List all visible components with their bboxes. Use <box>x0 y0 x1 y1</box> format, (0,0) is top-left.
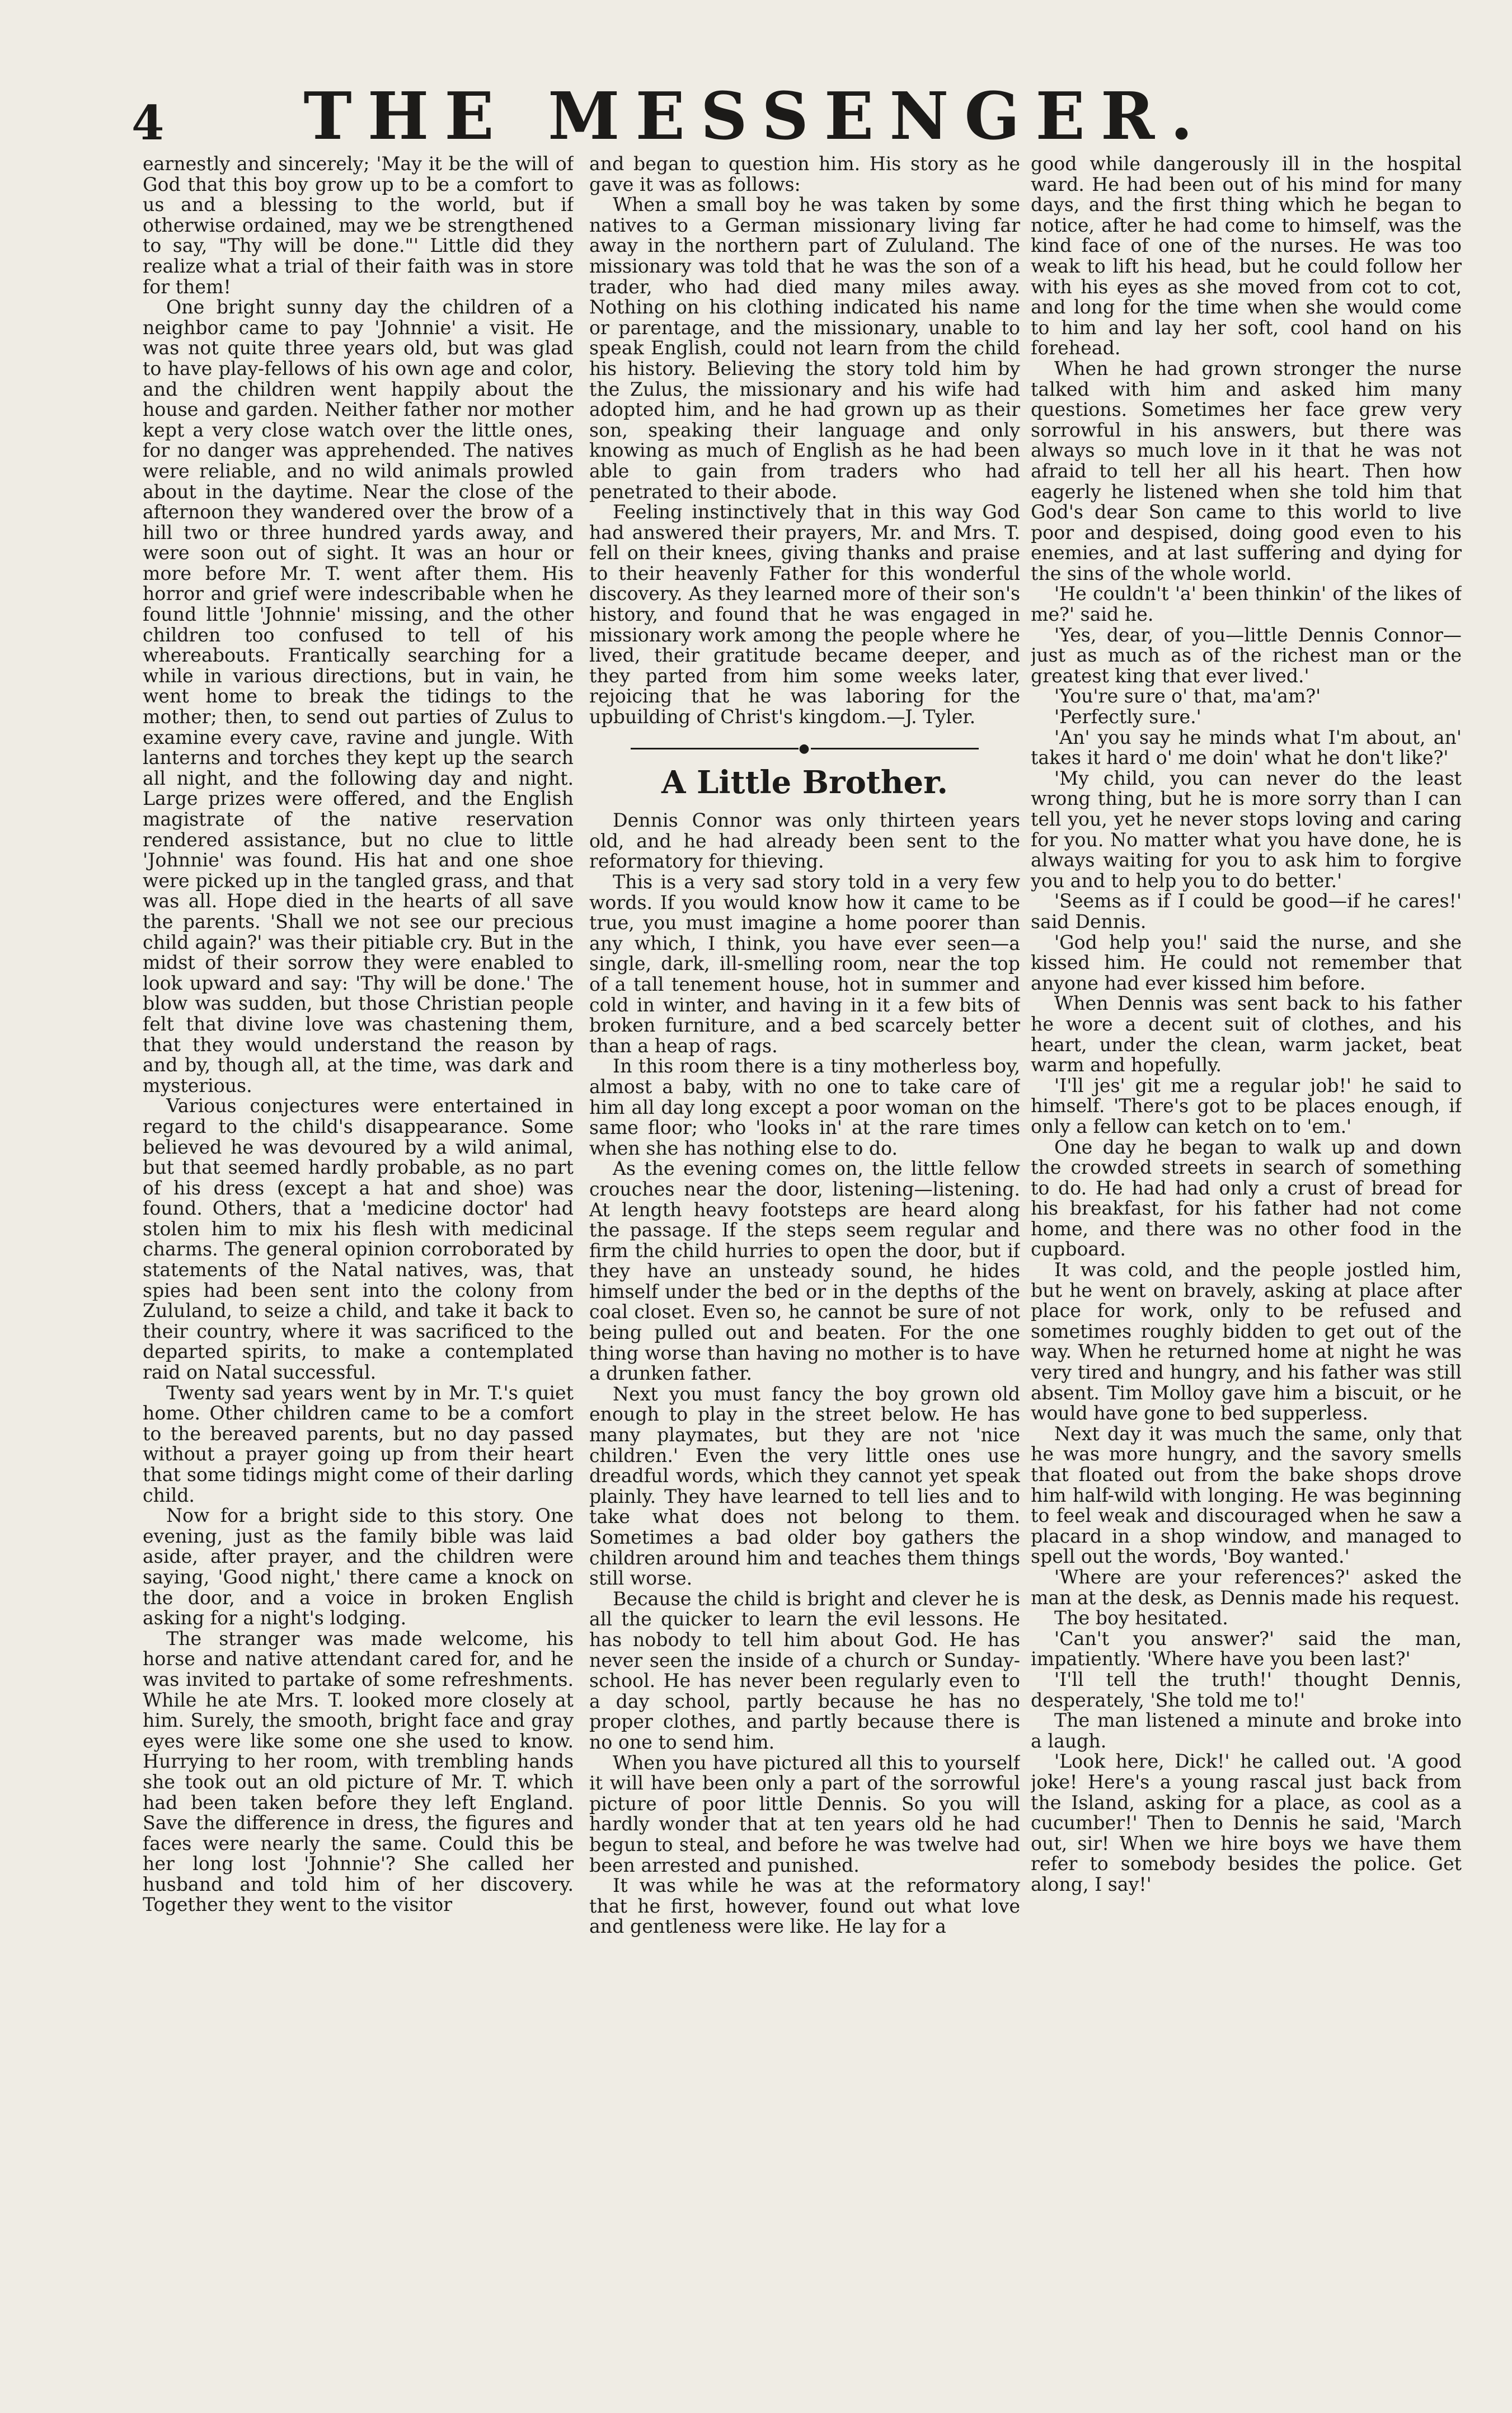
paragraph: 'My child, you can never do the least wrong thing, but he is more sorry than I can tell you, yet he never stops loving and caring for you. No matter what you have done, he is always waiting for you to ask him to forgive you and to help you to do better.' <box>1031 767 1462 892</box>
paragraph: 'Can't you answer?' said the man, impatiently. 'Where have you been last?' <box>1031 1627 1462 1670</box>
paragraph: Now for a bright side to this story. One evening, just as the family bible was laid aside, after prayer, and the children were saying, 'Good night,' there came a knock on the door, and a voice in broken English asking for a night's lodging. <box>143 1505 574 1629</box>
paragraph: It was cold, and the people jostled him, but he went on bravely, asking at place after place for work, only to be refused and sometimes roughly bidden to get out of the way. When he returned home at night he was very tired and hungry, and his father was still absent. Tim Molloy gave him a biscuit, or he would have gone to bed supperless. <box>1031 1259 1462 1425</box>
paragraph: 'He couldn't 'a' been thinkin' of the likes of me?' said he. <box>1031 583 1462 626</box>
paragraph: When you have pictured all this to yourself it will have been only a part of the sorrowful picture of poor little Dennis. So you will hardly wonder that at ten years old he had begun to steal, and before he was twelve had been arrested and punished. <box>589 1751 1020 1876</box>
paragraph: As the evening comes on, the little fellow crouches near the door, listening—listening. At length heavy footsteps are heard along the passage. If the steps seem regular and firm the child hurries to open the door, but if they have an unsteady sound, he hides himself under the bed or in the depths of the coal closet. Even so, he cannot be sure of not being pulled out and beaten. For the one thing worse than having no mother is to have a drunken father. <box>589 1158 1020 1385</box>
paragraph: The stranger was made welcome, his horse and native attendant cared for, and he was invited to partake of some refreshments. While he ate Mrs. T. looked more closely at him. Surely, the smooth, bright face and gray eyes were like some one she used to know. Hurrying to her room, with trembling hands she took out an old picture of Mr. T. which had been taken before they left England. Save the difference in dress, the figures and faces were nearly the same. Could this be her long lost 'Johnnie'? She called her husband and told him of her discovery. Together they went to the visitor <box>143 1627 574 1916</box>
column-1 <box>143 154 574 2387</box>
paragraph: Next you must fancy the boy grown old enough to play in the street below. He has many playmates, but they are not 'nice children.' Even the very little ones use dreadful words, which they cannot yet speak plainly. They have learned to tell lies and to take what does not belong to them. Sometimes a bad older boy gathers the children around him and teaches them things still worse. <box>589 1383 1020 1590</box>
publication-title: THE MESSENGER. <box>303 78 1209 154</box>
paragraph: 'Where are your references?' asked the man at the desk, as Dennis made his request. <box>1031 1566 1462 1609</box>
paragraph: 'God help you!' said the nurse, and she kissed him. He could not remember that anyone had ever kissed him before. <box>1031 931 1462 994</box>
paragraph: When he had grown stronger the nurse talked with him and asked him many questions. Sometimes her face grew very sorrowful in his answers, but there was always so much love in it that he was not afraid to tell her all his heart. Then how eagerly he listened when she told him that God's dear Son came to this world to live poor and despised, doing good even to his enemies, and at last suffering and dying for the sins of the whole world. <box>1031 357 1462 584</box>
paragraph: This is a very sad story told in a very few words. If you would know how it came to be true, you must imagine a home poorer than any which, I think, you have ever seen—a single, dark, ill-smelling room, near the top of a tall tenement house, hot in summer and cold in winter, and having in it a few bits of broken furniture, and a bed scarcely better than a heap of rags. <box>589 871 1020 1057</box>
paragraph: When a small boy he was taken by some natives to a German missionary living far away in the northern part of Zululand. The missionary was told that he was the son of a trader, who had died many miles away. Nothing on his clothing indicated his name or parentage, and the missionary, unable to speak English, could not learn from the child his history. Believing the story told him by the Zulus, the missionary and his wife had adopted him, and he had grown up as their son, speaking their language and only knowing as much of English as he had been able to gain from traders who had penetrated to their abode. <box>589 194 1020 503</box>
paragraph: The man listened a minute and broke into a laugh. <box>1031 1709 1462 1752</box>
paragraph: In this room there is a tiny motherless boy, almost a baby, with no one to take care of him all day long except a poor woman on the same floor; who 'looks in' at the rare times when she has nothing else to do. <box>589 1055 1020 1159</box>
paragraph: 'I'll tell the truth!' thought Dennis, desperately, 'She told me to!' <box>1031 1668 1462 1711</box>
paragraph: One bright sunny day the children of a neighbor came to pay 'Johnnie' a visit. He was not quite three years old, but was glad to have play-fellows of his own age and color, and the children went happily about the house and garden. Neither father nor mother kept a very close watch over the little ones, for no danger was apprehended. The natives were reliable, and no wild animals prowled about in the daytime. Near the close of the afternoon they wandered over the brow of a hill two or three hundred yards away, and were soon out of sight. It was an hour or more before Mr. T. went after them. His horror and grief were indescribable when he found little 'Johnnie' missing, and the other children too confused to tell of his whereabouts. Frantically searching for a while in various directions, but in vain, he went home to break the tidings to the mother; then, to send out parties of Zulus to examine every cave, ravine and jungle. With lanterns and torches they kept up the search all night, and the following day and night. Large prizes were offered, and the English magistrate of the native reservation rendered assistance, but no clue to little 'Johnnie' was found. His hat and one shoe were picked up in the tangled grass, and that was all. Hope died in the hearts of all save the parents. 'Shall we not see our precious child again?' was their pitiable cry. But in the midst of their sorrow they were enabled to look upward and say: 'Thy will be done.' The blow was sudden, but those Christian people felt that divine love was chastening them, that they would understand the reason by and by, though all, at the time, was dark and mysterious. <box>143 296 574 1097</box>
paragraph: good while dangerously ill in the hospital ward. He had been out of his mind for many days, and the first thing which he began to notice, after he had come to himself, was the kind face of one of the nurses. He was too weak to lift his head, but he could follow her with his eyes as she moved from cot to cot, and long for the time when she would come to him and lay her soft, cool hand on his forehead. <box>1031 154 1462 359</box>
paragraph: Twenty sad years went by in Mr. T.'s quiet home. Other children came to be a comfort to the bereaved parents, but no day passed without a prayer going up from their heart that some tidings might come of their darling child. <box>143 1381 574 1506</box>
paragraph: and began to question him. His story as he gave it was as follows: <box>589 154 1020 195</box>
paragraph: Because the child is bright and clever he is all the quicker to learn the evil lessons. He has nobody to tell him about God. He has never seen the inside of a church or Sunday-school. He has never been regularly even to a day school, partly because he has no proper clothes, and partly because there is no one to send him. <box>589 1587 1020 1753</box>
paragraph: 'Look here, Dick!' he called out. 'A good joke! Here's a young rascal just back from the Island, asking for a place, as cool as a cucumber!' Then to Dennis he said, 'March out, sir! When we hire boys we have them refer to somebody besides the police. Get along, I say!' <box>1031 1750 1462 1895</box>
section-divider: ● <box>589 739 1020 760</box>
paragraph: The boy hesitated. <box>1054 1607 1228 1629</box>
story-headline: A Little Brother. <box>661 764 948 802</box>
paragraph: When Dennis was sent back to his father he wore a decent suit of clothes, and his heart, under the clean, warm jacket, beat warm and hopefully. <box>1031 992 1462 1076</box>
column-3 <box>1031 154 1462 2387</box>
column-2 <box>589 154 1020 2387</box>
paragraph: Feeling instinctively that in this way God had answered their prayers, Mr. and Mrs. T. fell on their knees, giving thanks and praise to their heavenly Father for this wonderful discovery. As they learned more of their son's history, and found that he was engaged in missionary work among the people where he lived, their gratitude became deeper, and they parted from him some weeks later, rejoicing that he was laboring for the upbuilding of Christ's kingdom.—J. Tyler. <box>589 501 1020 728</box>
paragraph: 'An' you say he minds what I'm about, an' takes it hard o' me doin' what he don't like?' <box>1031 726 1462 769</box>
paragraph: 'Yes, dear, of you—little Dennis Connor—just as much as of the richest man or the greatest king that ever lived.' <box>1031 624 1462 687</box>
page-header <box>0 78 1512 157</box>
paragraph: 'You're sure o' that, ma'am?' <box>1054 685 1321 707</box>
paragraph: earnestly and sincerely; 'May it be the will of God that this boy grow up to be a comfort to us and a blessing to the world, but if otherwise ordained, may we be strengthened to say, "Thy will be done."' Little did they realize what a trial of their faith was in store for them! <box>143 154 574 298</box>
paragraph: Various conjectures were entertained in regard to the child's disappearance. Some believed he was devoured by a wild animal, but that seemed hardly probable, as no part of his dress (except a hat and shoe) was found. Others, that a 'medicine doctor' had stolen him to mix his flesh with medicinal charms. The general opinion corroborated by statements of the Natal natives, was, that spies had been sent into the colony from Zululand, to seize a child, and take it back to their country, where it was sacrificed to the departed spirits, to make a contemplated raid on Natal successful. <box>143 1095 574 1384</box>
paragraph: 'I'll jes' git me a regular job!' he said to himself. 'There's got to be places enough, if only a fellow can ketch on to 'em.' <box>1031 1074 1462 1137</box>
page-number: 4 <box>132 95 165 151</box>
paragraph: Next day it was much the same, only that he was more hungry, and the savory smells that floated out from the bake shops drove him half-wild with longing. He was beginning to feel weak and discouraged when he saw a placard in a shop window, and managed to spell out the words, 'Boy wanted.' <box>1031 1422 1462 1568</box>
paragraph: 'Perfectly sure.' <box>1054 706 1201 728</box>
paragraph: It was while he was at the reformatory that he first, however, found out what love and gentleness were like. He lay for a <box>589 1875 1020 1938</box>
paragraph: Dennis Connor was only thirteen years old, and he had already been sent to the reformatory for thieving. <box>589 809 1020 873</box>
paragraph: 'Seems as if I could be good—if he cares!' said Dennis. <box>1031 890 1462 933</box>
paragraph: One day he began to walk up and down the crowded streets in search of something to do. He had had only a crust of bread for his breakfast, for his father had not come home, and there was no other food in the cupboard. <box>1031 1136 1462 1261</box>
